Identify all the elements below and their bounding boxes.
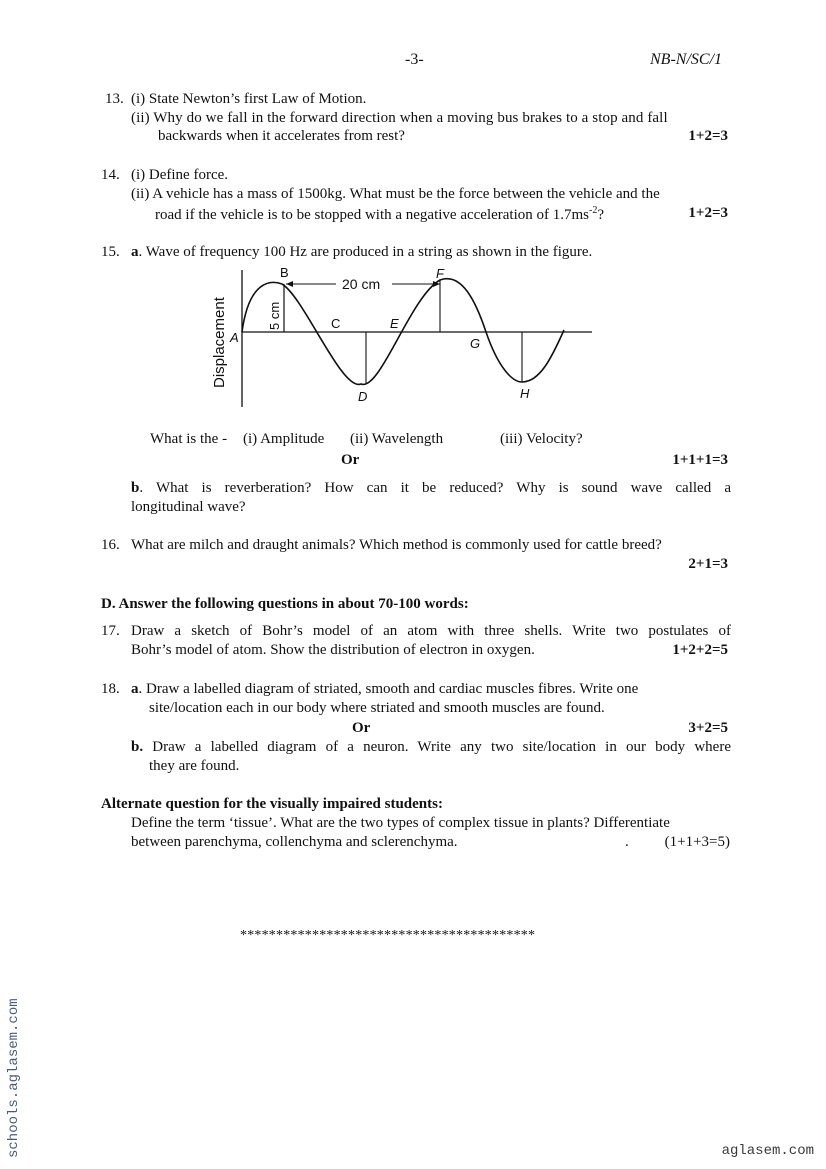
paper-code: NB-N/SC/1 (650, 51, 723, 68)
q15-b-text: . What is reverberation? How can it be reduced? Why is sound wave called a (139, 480, 731, 496)
q18-a-label: a (131, 681, 139, 697)
span-label: 20 cm (342, 276, 381, 292)
point-h: H (520, 386, 530, 401)
q15-marks: 1+1+1=3 (672, 452, 728, 468)
amplitude-label: 5 cm (267, 301, 282, 330)
point-f: F (436, 266, 444, 281)
point-b: B (280, 265, 289, 280)
q16-text: What are milch and draught animals? Which method is commonly used for cattle breed? (131, 537, 662, 553)
q13-marks: 1+2=3 (688, 128, 728, 144)
q13-number: 13. (105, 91, 124, 107)
q16-number: 16. (101, 537, 120, 553)
q15-ask-prefix: What is the - (150, 431, 228, 447)
y-axis-label: Displacement (211, 297, 228, 388)
q18-b-line1 (131, 739, 731, 756)
page-number: -3- (405, 51, 424, 68)
point-d: D (358, 389, 368, 404)
point-c: C (331, 316, 341, 331)
q16-marks: 2+1=3 (688, 556, 728, 572)
alternate-line1: Define the term ‘tissue’. What are the two types of complex tissue in plants? Differentiate (131, 815, 670, 831)
q14-part1: (i) Define force. (131, 167, 229, 183)
alternate-marks: (1+1+3=5) (664, 834, 730, 850)
q15-b-line2: longitudinal wave? (131, 499, 246, 515)
wave-figure (200, 262, 600, 412)
alternate-heading: Alternate question for the visually impaired students: (101, 796, 443, 812)
q14-number: 14. (101, 167, 120, 183)
point-a: A (230, 330, 239, 345)
point-g: G (470, 336, 481, 351)
q15-ask-ii: (ii) Wavelength (350, 431, 444, 447)
q18-b-text: Draw a labelled diagram of a neuron. Write any two site/location in our body where (152, 739, 731, 755)
alternate-dot: . (625, 834, 629, 850)
q18-a-line1 (131, 681, 638, 698)
q14-exponent: -2 (589, 205, 598, 216)
corner-watermark: aglasem.com (721, 1143, 814, 1159)
q14-part2-text: road if the vehicle is to be stopped with a negative acceleration of 1.7ms (155, 207, 590, 223)
q18-or: Or (352, 720, 371, 736)
q13-part2-line1: (ii) Why do we fall in the forward direction when a moving bus brakes to a stop and fall (131, 110, 668, 126)
q14-question-mark: ? (597, 207, 605, 223)
q15-a-label: a (131, 244, 139, 260)
q18-a-line2: site/location each in our body where striated and smooth muscles are found. (149, 700, 605, 716)
q14-part2-line2 (155, 205, 604, 224)
span-arrow-left-head (286, 281, 293, 287)
alternate-line2: between parenchyma, collenchyma and sclerenchyma. (131, 834, 458, 850)
q18-number: 18. (101, 681, 120, 697)
section-d-heading: D. Answer the following questions in about 70-100 words: (101, 596, 469, 612)
q15-ask-iii: (iii) Velocity? (500, 431, 583, 447)
q15-b-line1 (131, 480, 731, 497)
q17-line1: Draw a sketch of Bohr’s model of an atom with three shells. Write two postulates of (131, 623, 731, 639)
point-e: E (390, 316, 399, 331)
q17-marks: 1+2+2=5 (672, 642, 728, 658)
q15-ask-i: (i) Amplitude (243, 431, 325, 447)
q13-part1: (i) State Newton’s first Law of Motion. (131, 91, 367, 107)
q15-a (131, 244, 592, 261)
q18-a-text: . Draw a labelled diagram of striated, smooth and cardiac muscles fibres. Write one (138, 681, 639, 697)
q15-b-label: b (131, 480, 140, 496)
q17-line2: Bohr’s model of atom. Show the distribution of electron in oxygen. (131, 642, 535, 658)
q15-or: Or (341, 452, 360, 468)
q17-number: 17. (101, 623, 120, 639)
q18-b-line2: they are found. (149, 758, 240, 774)
end-stars: ***************************************** (240, 928, 536, 943)
q15-number: 15. (101, 244, 120, 260)
q14-part2-line1: (ii) A vehicle has a mass of 1500kg. What must be the force between the vehicle and the (131, 186, 660, 202)
q14-marks: 1+2=3 (688, 205, 728, 221)
q13-part2-line2: backwards when it accelerates from rest? (158, 128, 405, 144)
q15-a-text: . Wave of frequency 100 Hz are produced in a string as shown in the figure. (138, 244, 593, 260)
q18-marks: 3+2=5 (688, 720, 728, 736)
side-watermark: schools.aglasem.com (6, 998, 22, 1158)
q18-b-label: b. (131, 739, 144, 755)
